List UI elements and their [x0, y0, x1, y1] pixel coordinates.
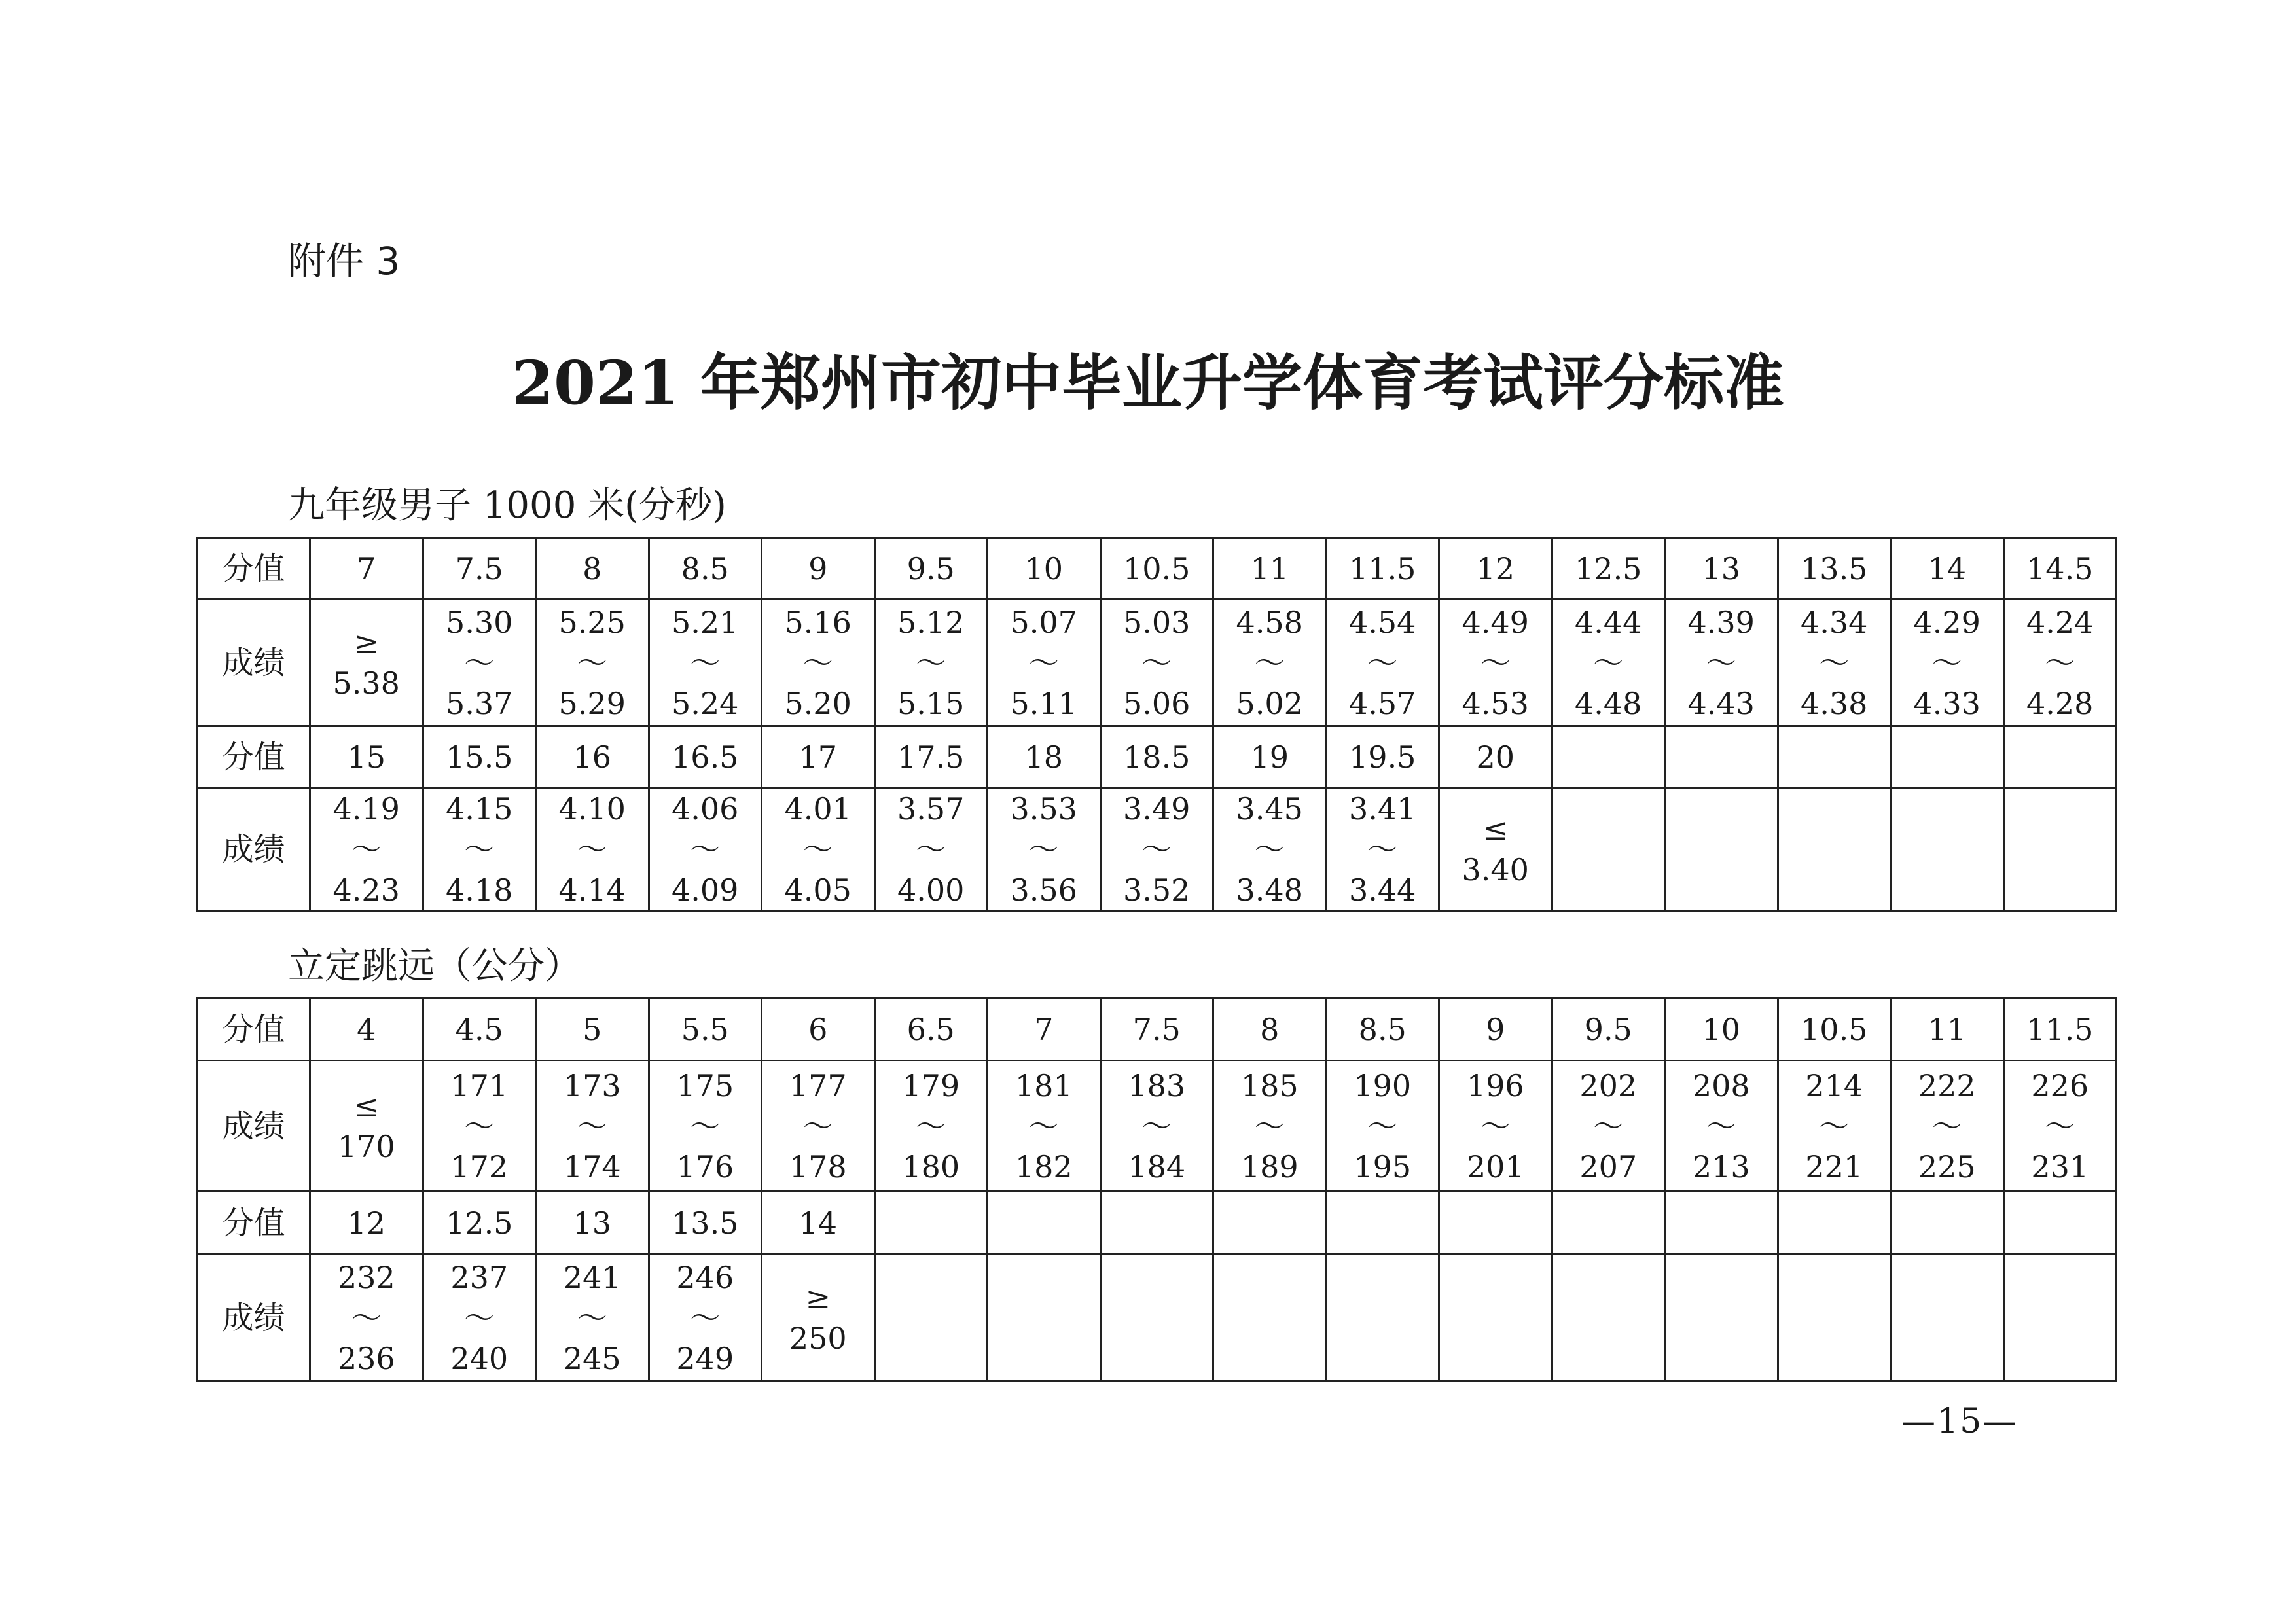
score-cell: 7.5 [1100, 998, 1213, 1061]
result-cell [1665, 1061, 1778, 1192]
result-cell [1439, 599, 1552, 726]
range-tilde: ～ [1254, 832, 1285, 867]
score-cell: 11.5 [1326, 538, 1439, 599]
result-cell [1665, 1255, 1778, 1382]
result-value: 5.30 [446, 604, 513, 640]
score-cell [988, 1192, 1101, 1255]
result-value: 3.49 [1123, 791, 1191, 827]
result-value: 4.38 [1801, 685, 1868, 721]
result-value: 4.01 [784, 791, 852, 827]
range-tilde: ～ [1028, 832, 1059, 867]
result-cell [1665, 788, 1778, 912]
score-cell: 10.5 [1778, 998, 1891, 1061]
result-value: 4.29 [1913, 604, 1981, 640]
result-value: 179 [902, 1067, 960, 1103]
result-cell [1891, 1061, 2004, 1192]
result-cell [1439, 1061, 1552, 1192]
row-label-score: 分值 [198, 998, 310, 1061]
result-value: 3.52 [1123, 872, 1191, 908]
result-value: 3.45 [1236, 791, 1303, 827]
result-value: ≤ [353, 1088, 380, 1124]
range-tilde: ～ [1819, 645, 1850, 681]
result-cell [310, 599, 423, 726]
range-tilde: ～ [1931, 645, 1962, 681]
result-value: ≥ [805, 1279, 831, 1315]
result-value: 201 [1466, 1149, 1524, 1185]
result-value: 214 [1805, 1067, 1863, 1103]
result-value: 5.24 [672, 685, 739, 721]
result-cell [874, 1061, 988, 1192]
result-cell [649, 1061, 762, 1192]
range-tilde: ～ [916, 645, 946, 681]
result-value: 250 [789, 1320, 847, 1356]
section-heading-1000m: 九年级男子 1000 米(分秒) [288, 484, 726, 527]
result-cell [1891, 1255, 2004, 1382]
range-tilde: ～ [802, 645, 833, 681]
score-cell: 15.5 [423, 726, 536, 788]
result-row [198, 599, 2117, 726]
range-tilde: ～ [577, 1108, 607, 1144]
result-value: 240 [450, 1340, 509, 1376]
table-long-jump [196, 997, 2117, 1382]
row-label-score: 分值 [198, 726, 310, 788]
range-tilde: ～ [916, 1108, 946, 1144]
result-value: 5.15 [897, 685, 965, 721]
score-cell: 14.5 [2003, 538, 2117, 599]
result-value: 226 [2031, 1067, 2089, 1103]
score-cell: 9.5 [1552, 998, 1665, 1061]
result-cell [310, 788, 423, 912]
range-tilde: ～ [464, 1108, 495, 1144]
result-cell [988, 788, 1101, 912]
result-value: 5.07 [1010, 604, 1077, 640]
result-cell [874, 599, 988, 726]
result-value: 246 [676, 1259, 734, 1295]
result-value: 195 [1354, 1149, 1412, 1185]
range-tilde: ～ [802, 832, 833, 867]
score-cell: 10 [1665, 998, 1778, 1061]
range-tilde: ～ [1028, 645, 1059, 681]
score-cell [1552, 726, 1665, 788]
score-cell: 7 [988, 998, 1101, 1061]
result-value: 213 [1692, 1149, 1750, 1185]
range-tilde: ～ [2045, 1108, 2075, 1144]
result-value: 4.54 [1349, 604, 1416, 640]
result-cell [1326, 599, 1439, 726]
result-value: 5.11 [1010, 685, 1077, 721]
result-cell [1213, 599, 1327, 726]
result-cell [1326, 788, 1439, 912]
result-cell [1100, 1255, 1213, 1382]
result-value: 170 [337, 1128, 395, 1164]
result-value: 178 [789, 1149, 847, 1185]
score-cell: 11.5 [2003, 998, 2117, 1061]
range-tilde: ～ [690, 1108, 721, 1144]
score-cell: 19.5 [1326, 726, 1439, 788]
score-cell: 19 [1213, 726, 1327, 788]
page-title: 2021 年郑州市初中毕业升学体育考试评分标准 [511, 348, 1785, 418]
result-cell [1326, 1061, 1439, 1192]
result-cell [988, 599, 1101, 726]
result-cell [1778, 1255, 1891, 1382]
result-cell [1778, 599, 1891, 726]
result-value: 173 [563, 1067, 621, 1103]
score-cell: 10 [988, 538, 1101, 599]
range-tilde: ～ [577, 645, 607, 681]
score-cell: 5.5 [649, 998, 762, 1061]
result-value: 3.56 [1010, 872, 1077, 908]
result-value: 207 [1579, 1149, 1638, 1185]
result-value: 221 [1805, 1149, 1863, 1185]
range-tilde: ～ [2045, 645, 2075, 681]
result-cell [1778, 788, 1891, 912]
score-cell: 15 [310, 726, 423, 788]
score-cell: 13 [536, 1192, 649, 1255]
score-cell: 10.5 [1100, 538, 1213, 599]
score-cell: 14 [1891, 538, 2004, 599]
result-value: 3.40 [1462, 852, 1529, 887]
score-cell [1778, 726, 1891, 788]
result-cell [1100, 788, 1213, 912]
score-cell: 20 [1439, 726, 1552, 788]
range-tilde: ～ [464, 832, 495, 867]
score-cell: 6.5 [874, 998, 988, 1061]
result-row [198, 788, 2117, 912]
result-value: 208 [1692, 1067, 1750, 1103]
range-tilde: ～ [1819, 1108, 1850, 1144]
result-cell [1665, 599, 1778, 726]
score-cell: 12.5 [423, 1192, 536, 1255]
result-value: 5.21 [672, 604, 739, 640]
score-cell [1891, 1192, 2004, 1255]
result-value: 4.19 [332, 791, 400, 827]
result-value: 5.20 [784, 685, 852, 721]
row-label-result: 成绩 [198, 1061, 310, 1192]
result-cell [2003, 788, 2117, 912]
range-tilde: ～ [1480, 645, 1511, 681]
result-value: 3.41 [1349, 791, 1416, 827]
range-tilde: ～ [690, 645, 721, 681]
result-cell [1439, 788, 1552, 912]
result-cell [649, 788, 762, 912]
score-cell [1891, 726, 2004, 788]
score-cell [1213, 1192, 1327, 1255]
result-cell [310, 1255, 423, 1382]
result-cell [649, 1255, 762, 1382]
result-cell [2003, 599, 2117, 726]
range-tilde: ～ [1141, 832, 1172, 867]
row-label-score: 分值 [198, 1192, 310, 1255]
result-row [198, 1061, 2117, 1192]
result-value: 180 [902, 1149, 960, 1185]
result-value: 5.38 [332, 665, 400, 701]
result-value: 3.53 [1010, 791, 1077, 827]
result-value: 4.34 [1801, 604, 1868, 640]
result-value: 241 [563, 1259, 621, 1295]
table-1000m [196, 537, 2117, 912]
result-value: 182 [1014, 1149, 1073, 1185]
range-tilde: ～ [1367, 832, 1398, 867]
result-row [198, 1255, 2117, 1382]
result-cell [1891, 788, 2004, 912]
score-cell: 14 [762, 1192, 875, 1255]
result-value: 4.24 [2026, 604, 2094, 640]
range-tilde: ～ [1367, 1108, 1398, 1144]
score-cell: 9.5 [874, 538, 988, 599]
range-tilde: ～ [1367, 645, 1398, 681]
result-value: 174 [563, 1149, 621, 1185]
result-value: ≤ [1482, 812, 1509, 847]
result-value: 3.44 [1349, 872, 1416, 908]
result-cell [2003, 1061, 2117, 1192]
score-cell: 6 [762, 998, 875, 1061]
result-cell [1213, 788, 1327, 912]
result-value: 4.23 [332, 872, 400, 908]
result-value: 189 [1240, 1149, 1299, 1185]
score-cell: 7.5 [423, 538, 536, 599]
result-value: 196 [1466, 1067, 1524, 1103]
result-cell [1100, 1061, 1213, 1192]
score-cell: 12.5 [1552, 538, 1665, 599]
score-cell: 11 [1213, 538, 1327, 599]
score-cell: 12 [1439, 538, 1552, 599]
result-cell [536, 599, 649, 726]
score-cell: 4 [310, 998, 423, 1061]
result-cell [1326, 1255, 1439, 1382]
range-tilde: ～ [1593, 645, 1624, 681]
result-value: 4.58 [1236, 604, 1303, 640]
result-cell [762, 1255, 875, 1382]
result-value: 4.10 [558, 791, 626, 827]
result-cell [874, 1255, 988, 1382]
range-tilde: ～ [351, 832, 382, 867]
row-label-result: 成绩 [198, 1255, 310, 1382]
result-cell [1213, 1255, 1327, 1382]
score-cell [1439, 1192, 1552, 1255]
result-value: 5.25 [558, 604, 626, 640]
result-value: 232 [337, 1259, 395, 1295]
result-value: 3.57 [897, 791, 965, 827]
score-cell: 4.5 [423, 998, 536, 1061]
result-value: 5.02 [1236, 685, 1303, 721]
result-value: 184 [1128, 1149, 1186, 1185]
result-value: 5.37 [446, 685, 513, 721]
result-cell [536, 1255, 649, 1382]
result-value: 5.03 [1123, 604, 1191, 640]
row-label-result: 成绩 [198, 788, 310, 912]
result-value: 4.00 [897, 872, 965, 908]
result-value: 202 [1579, 1067, 1638, 1103]
result-value: 237 [450, 1259, 509, 1295]
result-value: 225 [1918, 1149, 1976, 1185]
result-value: 236 [337, 1340, 395, 1376]
range-tilde: ～ [916, 832, 946, 867]
score-cell [1100, 1192, 1213, 1255]
score-cell: 18 [988, 726, 1101, 788]
range-tilde: ～ [1028, 1108, 1059, 1144]
range-tilde: ～ [1480, 1108, 1511, 1144]
result-value: 4.49 [1462, 604, 1529, 640]
result-cell [762, 788, 875, 912]
range-tilde: ～ [1254, 1108, 1285, 1144]
score-cell: 12 [310, 1192, 423, 1255]
result-value: 5.16 [784, 604, 852, 640]
row-label-result: 成绩 [198, 599, 310, 726]
result-cell [2003, 1255, 2117, 1382]
score-cell: 8.5 [649, 538, 762, 599]
result-cell [423, 1255, 536, 1382]
range-tilde: ～ [1593, 1108, 1624, 1144]
result-cell [1552, 599, 1665, 726]
result-value: 181 [1014, 1067, 1073, 1103]
score-cell [874, 1192, 988, 1255]
result-value: 4.15 [446, 791, 513, 827]
result-value: 4.28 [2026, 685, 2094, 721]
result-value: 5.06 [1123, 685, 1191, 721]
result-value: 172 [450, 1149, 509, 1185]
range-tilde: ～ [464, 645, 495, 681]
result-value: 175 [676, 1067, 734, 1103]
result-value: 5.29 [558, 685, 626, 721]
result-cell [762, 1061, 875, 1192]
range-tilde: ～ [577, 1300, 607, 1336]
result-cell [988, 1061, 1101, 1192]
result-value: 177 [789, 1067, 847, 1103]
score-cell [1778, 1192, 1891, 1255]
attachment-label: 附件 3 [288, 239, 401, 283]
section-heading-long-jump: 立定跳远（公分） [288, 945, 581, 988]
range-tilde: ～ [1706, 645, 1736, 681]
row-label-score: 分值 [198, 538, 310, 599]
result-value: 4.33 [1913, 685, 1981, 721]
result-value: 3.48 [1236, 872, 1303, 908]
result-value: 4.57 [1349, 685, 1416, 721]
result-cell [1439, 1255, 1552, 1382]
result-cell [423, 788, 536, 912]
score-cell: 16.5 [649, 726, 762, 788]
score-cell: 9 [762, 538, 875, 599]
score-cell: 18.5 [1100, 726, 1213, 788]
page-number: —15— [1901, 1402, 2018, 1441]
score-cell: 13.5 [649, 1192, 762, 1255]
result-cell [310, 1061, 423, 1192]
result-value: ≥ [353, 624, 380, 660]
range-tilde: ～ [1706, 1108, 1736, 1144]
result-value: 4.43 [1687, 685, 1755, 721]
result-value: 4.14 [558, 872, 626, 908]
result-value: 185 [1240, 1067, 1299, 1103]
score-row [198, 1192, 2117, 1255]
result-value: 4.44 [1575, 604, 1642, 640]
score-cell: 13 [1665, 538, 1778, 599]
result-cell [1778, 1061, 1891, 1192]
range-tilde: ～ [1141, 645, 1172, 681]
result-cell [1100, 599, 1213, 726]
score-row [198, 726, 2117, 788]
score-cell: 17.5 [874, 726, 988, 788]
result-cell [1891, 599, 2004, 726]
result-value: 4.53 [1462, 685, 1529, 721]
score-cell: 5 [536, 998, 649, 1061]
result-value: 4.09 [672, 872, 739, 908]
range-tilde: ～ [690, 1300, 721, 1336]
score-cell: 8.5 [1326, 998, 1439, 1061]
result-cell [988, 1255, 1101, 1382]
result-cell [1552, 1255, 1665, 1382]
score-cell: 8 [536, 538, 649, 599]
range-tilde: ～ [1141, 1108, 1172, 1144]
result-value: 4.06 [672, 791, 739, 827]
score-cell: 13.5 [1778, 538, 1891, 599]
result-cell [1552, 788, 1665, 912]
result-cell [874, 788, 988, 912]
range-tilde: ～ [577, 832, 607, 867]
score-cell: 9 [1439, 998, 1552, 1061]
score-cell: 8 [1213, 998, 1327, 1061]
range-tilde: ～ [1931, 1108, 1962, 1144]
result-value: 5.12 [897, 604, 965, 640]
score-cell [2003, 726, 2117, 788]
result-cell [1213, 1061, 1327, 1192]
result-cell [649, 599, 762, 726]
result-value: 245 [563, 1340, 621, 1376]
range-tilde: ～ [351, 1300, 382, 1336]
score-cell: 16 [536, 726, 649, 788]
score-cell: 17 [762, 726, 875, 788]
result-value: 4.39 [1687, 604, 1755, 640]
range-tilde: ～ [690, 832, 721, 867]
score-cell: 11 [1891, 998, 2004, 1061]
result-value: 4.48 [1575, 685, 1642, 721]
result-value: 171 [450, 1067, 509, 1103]
result-value: 176 [676, 1149, 734, 1185]
result-cell [536, 788, 649, 912]
result-value: 231 [2031, 1149, 2089, 1185]
range-tilde: ～ [464, 1300, 495, 1336]
range-tilde: ～ [1254, 645, 1285, 681]
result-value: 4.05 [784, 872, 852, 908]
result-cell [1552, 1061, 1665, 1192]
range-tilde: ～ [802, 1108, 833, 1144]
result-value: 249 [676, 1340, 734, 1376]
score-row [198, 998, 2117, 1061]
score-cell [2003, 1192, 2117, 1255]
result-value: 183 [1128, 1067, 1186, 1103]
result-cell [762, 599, 875, 726]
score-cell [1665, 1192, 1778, 1255]
result-cell [423, 599, 536, 726]
score-cell [1326, 1192, 1439, 1255]
result-value: 222 [1918, 1067, 1976, 1103]
result-cell [423, 1061, 536, 1192]
score-cell: 7 [310, 538, 423, 599]
score-cell [1665, 726, 1778, 788]
result-cell [536, 1061, 649, 1192]
score-row [198, 538, 2117, 599]
result-value: 4.18 [446, 872, 513, 908]
result-value: 190 [1354, 1067, 1412, 1103]
score-cell [1552, 1192, 1665, 1255]
